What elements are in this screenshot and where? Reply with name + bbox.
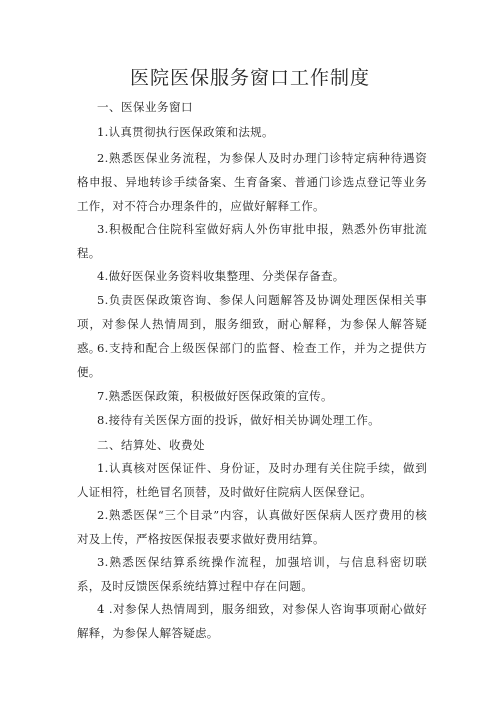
section-1-item-1: 1.认真贯彻执行医保政策和法规。 — [97, 125, 274, 139]
section-1-item-2: 2.熟悉医保业务流程，为参保人及时办理门诊特定病种待遇资格申报、异地转诊手续备案、生育备案、普通门诊选点登记等业务工作，对不符合办理条件的，应做好解释工作。 — [77, 151, 427, 213]
section-heading-1: 一、医保业务窗口 — [97, 100, 193, 114]
section-2-item-4: 4 .对参保人热情周到，服务细致，对参保人咨询事项耐心做好解释，为参保人解答疑虑。 — [77, 602, 427, 640]
section-1-item-3: 3.积极配合住院科室做好病人外伤审批申报，熟悉外伤审批流程。 — [77, 222, 427, 260]
section-1-item-6: 6.支持和配合上级医保部门的监督、检查工作，并为之提供方便。 — [77, 341, 427, 379]
section-1-item-7: 7.熟悉医保政策，积极做好医保政策的宣传。 — [97, 389, 333, 403]
section-2-item-2: 2.熟悉医保“三个目录”内容，认真做好医保病人医疗费用的核对及上传，严格按医保报表要求做好费用结算。 — [77, 508, 427, 546]
section-1-item-5: 5.负责医保政策咨询、参保人问题解答及协调处理医保相关事项，对参保人热情周到，服务细致，耐心解释，为参保人解答疑惑。 — [77, 293, 427, 355]
section-2-item-1: 1.认真核对医保证件、身份证，及时办理有关住院手续，做到人证相符，杜绝冒名顶替，及时做好住院病人医保登记。 — [77, 461, 427, 499]
document-title: 医院医保服务窗口工作制度 — [129, 67, 370, 89]
section-1-item-4: 4.做好医保业务资料收集整理、分类保存备查。 — [97, 269, 345, 283]
section-heading-2: 二、结算处、收费处 — [97, 438, 205, 452]
section-1-item-8: 8.接待有关医保方面的投诉，做好相关协调处理工作。 — [97, 413, 380, 427]
section-2-item-3: 3.熟悉医保结算系统操作流程，加强培训，与信息科密切联系，及时反馈医保系统结算过程中存在问题。 — [77, 555, 427, 593]
